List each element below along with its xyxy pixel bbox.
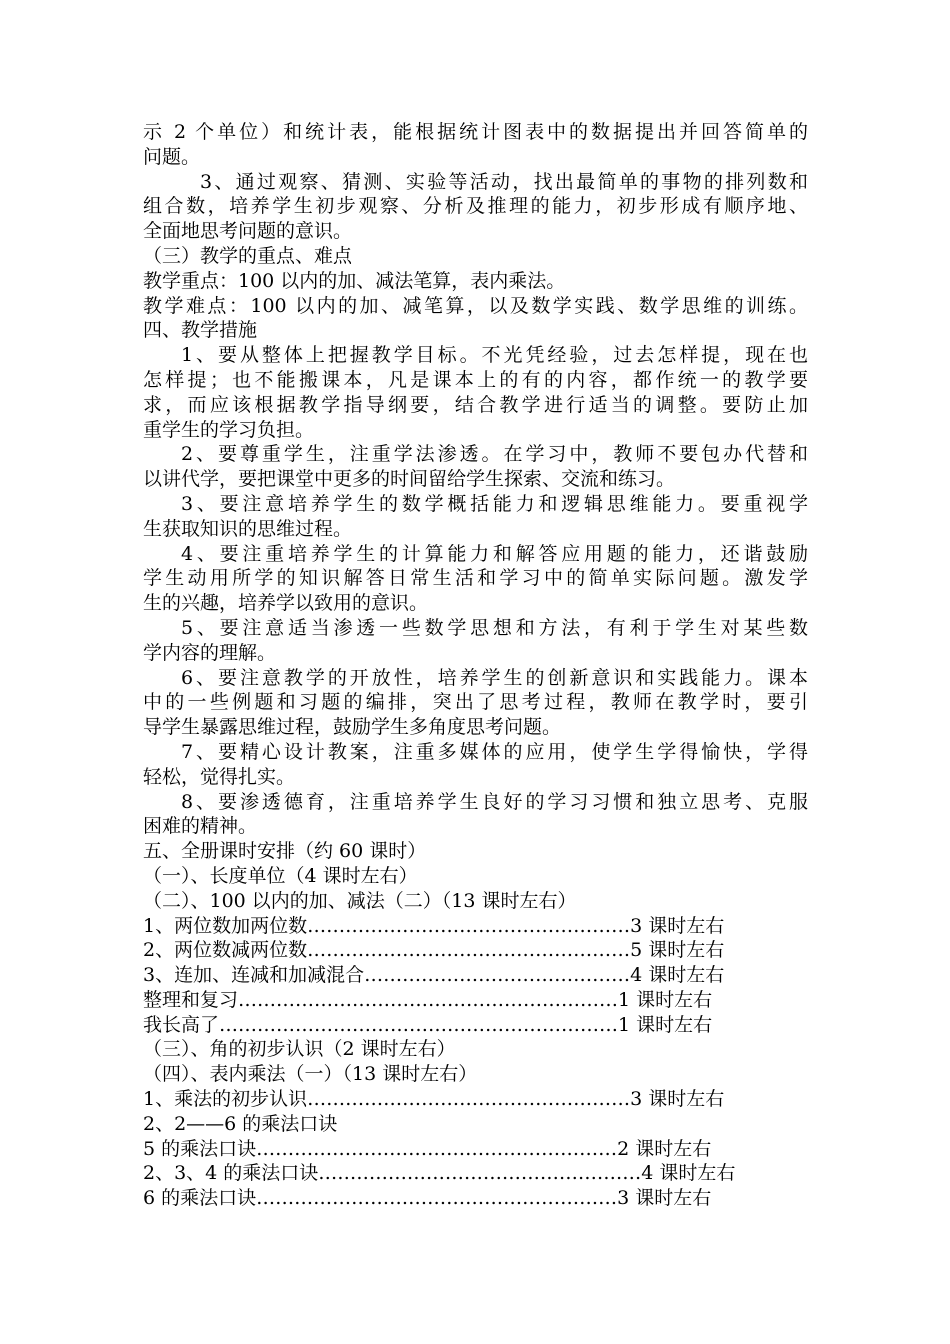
- text-line: 生的兴趣，培养学以致用的意识。: [143, 592, 429, 615]
- schedule-item: 2、两位数减两位数……………………………………………5 课时左右: [143, 939, 725, 962]
- schedule-unit: （一）、长度单位（4 课时左右）: [143, 864, 418, 887]
- text-line: 3、要注意培养学生的数学概括能力和逻辑思维能力。要重视学: [181, 492, 808, 515]
- schedule-item: 2、3、4 的乘法口诀……………………………………………4 课时左右: [143, 1162, 736, 1185]
- schedule-item: 6 的乘法口诀…………………………………………………3 课时左右: [143, 1187, 712, 1210]
- text-line: 6、要注意教学的开放性，培养学生的创新意识和实践能力。课本: [181, 666, 808, 689]
- section-heading: 四、教学措施: [143, 319, 258, 342]
- schedule-unit: （二）、100 以内的加、减法（二）（13 课时左右）: [143, 889, 577, 912]
- text-line: 8、要渗透德育，注重培养学生良好的学习习惯和独立思考、克服: [181, 790, 808, 813]
- text-line: 教学难点：100 以内的加、减笔算，以及数学实践、数学思维的训练。: [143, 294, 808, 317]
- text-line: 2、要尊重学生，注重学法渗透。在学习中，教师不要包办代替和: [181, 443, 808, 466]
- text-line: 4、要注重培养学生的计算能力和解答应用题的能力，还谐鼓励: [181, 542, 808, 565]
- document-page: [143, 120, 808, 1211]
- section-heading: 五、全册课时安排（约 60 课时）: [143, 840, 427, 863]
- schedule-item: 整理和复习……………………………………………………1 课时左右: [143, 988, 713, 1011]
- text-line: 求，而应该根据教学指导纲要，结合教学进行适当的调整。要防止加: [143, 393, 808, 416]
- schedule-item: 我长高了………………………………………………………1 课时左右: [143, 1013, 713, 1036]
- schedule-subheading: 2、2——6 的乘法口诀: [143, 1112, 338, 1135]
- schedule-item: 1、两位数加两位数……………………………………………3 课时左右: [143, 914, 725, 937]
- text-line: 组合数，培养学生初步观察、分析及推理的能力，初步形成有顺序地、: [143, 195, 808, 218]
- text-line: 重学生的学习负担。: [143, 418, 315, 441]
- text-line: 生获取知识的思维过程。: [143, 517, 353, 540]
- text-line: 学内容的理解。: [143, 641, 277, 664]
- text-line: 怎样提；也不能搬课本，凡是课本上的有的内容，都作统一的教学要: [143, 368, 808, 391]
- text-line: 中的一些例题和习题的编排，突出了思考过程，教师在教学时，要引: [143, 691, 808, 714]
- text-line: 以讲代学，要把课堂中更多的时间留给学生探索、交流和练习。: [143, 468, 676, 491]
- text-line: 3、通过观察、猜测、实验等活动，找出最简单的事物的排列数和: [200, 170, 808, 193]
- text-line: 问题。: [143, 145, 201, 168]
- text-line: 1、要从整体上把握教学目标。不光凭经验，过去怎样提，现在也: [181, 344, 808, 367]
- schedule-item: 1、乘法的初步认识……………………………………………3 课时左右: [143, 1088, 725, 1111]
- text-line: 示 2 个单位）和统计表，能根据统计图表中的数据提出并回答简单的: [143, 121, 808, 143]
- text-line: 轻松，觉得扎实。: [143, 765, 296, 788]
- schedule-unit: （四）、表内乘法（一）（13 课时左右）: [143, 1063, 478, 1086]
- schedule-item: 3、连加、连减和加减混合……………………………………4 课时左右: [143, 964, 725, 987]
- schedule-item: 5 的乘法口诀…………………………………………………2 课时左右: [143, 1137, 712, 1160]
- text-line: 5、要注意适当渗透一些数学思想和方法，有利于学生对某些数: [181, 616, 808, 639]
- text-line: 学生动用所学的知识解答日常生活和学习中的简单实际问题。激发学: [143, 567, 808, 590]
- section-heading: （三）教学的重点、难点: [143, 244, 353, 267]
- text-line: 教学重点：100 以内的加、减法笔算，表内乘法。: [143, 269, 566, 292]
- text-line: 7、要精心设计教案，注重多媒体的应用，使学生学得愉快，学得: [181, 740, 808, 763]
- schedule-unit: （三）、角的初步认识（2 课时左右）: [143, 1038, 456, 1061]
- text-line: 导学生暴露思维过程，鼓励学生多角度思考问题。: [143, 716, 562, 739]
- text-line: 全面地思考问题的意识。: [143, 220, 353, 243]
- text-line: 困难的精神。: [143, 815, 258, 838]
